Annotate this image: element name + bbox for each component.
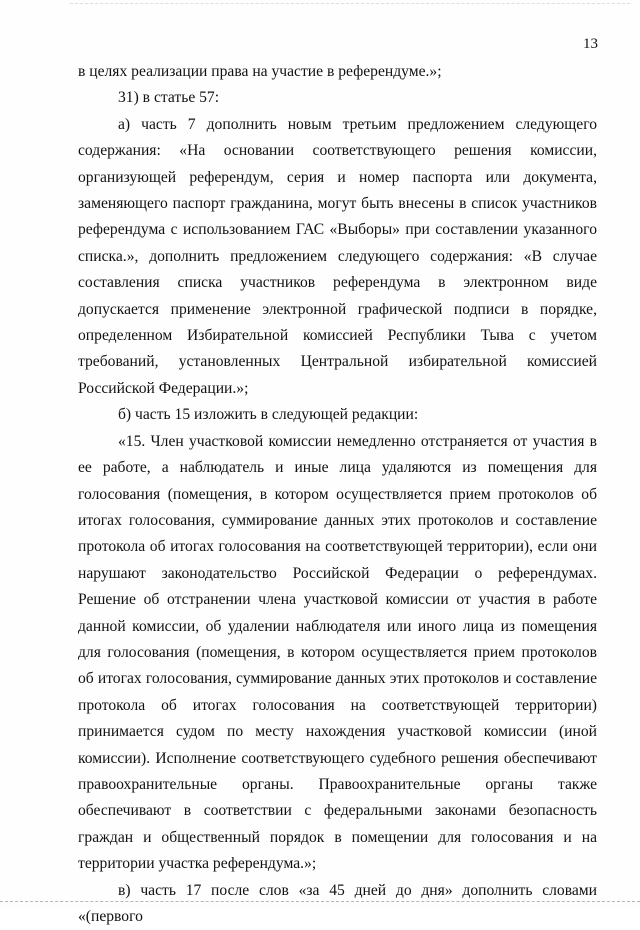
paragraph-item-31: 31) в статье 57: bbox=[118, 89, 220, 107]
paragraph-subitem-v: в) часть 17 после слов «за 45 дней до дня» дополнить словами «(первого bbox=[78, 881, 597, 925]
paragraph-subitem-b: б) часть 15 изложить в следующей редакции: bbox=[118, 406, 419, 424]
scan-edge-top bbox=[70, 3, 630, 5]
page-number: 13 bbox=[583, 36, 598, 52]
paragraph-continuation: в целях реализации права на участие в референдуме.»; bbox=[78, 63, 442, 80]
paragraph-subitem-a: а) часть 7 дополнить новым третьим предложением следующего содержания: «На основании соответствующего решения комиссии, организующей референдум, серия и номер паспорта или документа, заменяющего паспорт гражданина, могут быть внесены в список участников референдума с использованием ГАС «Выборы» при составлении указанного списка.», дополнить предложением следующего содержания: «В случае составления списка участников референдума в электронном виде допускается применение электронной графической подписи в порядке, определенном Избирательной комиссией Республики Тыва с учетом требований, установленных Центральной избирательной комиссией Российской Федерации.»; bbox=[78, 115, 597, 397]
scan-edge-bottom bbox=[0, 901, 640, 903]
document-body bbox=[78, 59, 597, 930]
paragraph-part-15: «15. Член участковой комиссии немедленно отстраняется от участия в ее работе, а наблюдатель и иные лица удаляются из помещения для голосования (помещения, в котором осуществляется прием протоколов об итогах голосования, суммирование данных этих протоколов и составление протокола об итогах голосования на соответствующей территории), если они нарушают законодательство Российской Федерации о референдумах. Решение об отстранении члена участковой комиссии от участия в работе данной комиссии, об удалении наблюдателя или иного лица из помещения для голосования (помещения, в котором осуществляется прием протоколов об итогах голосования, суммирование данных этих протоколов и составление протокола об итогах голосования на соответствующей территории) принимается судом по месту нахождения участковой комиссии (иной комиссии). Исполнение соответствующего судебного решения обеспечивают правоохранительные органы. Правоохранительные органы также обеспечивают в соответствии с федеральными законами безопасность граждан и общественный порядок в помещении для голосования и на территории участка референдума.»; bbox=[78, 432, 597, 873]
